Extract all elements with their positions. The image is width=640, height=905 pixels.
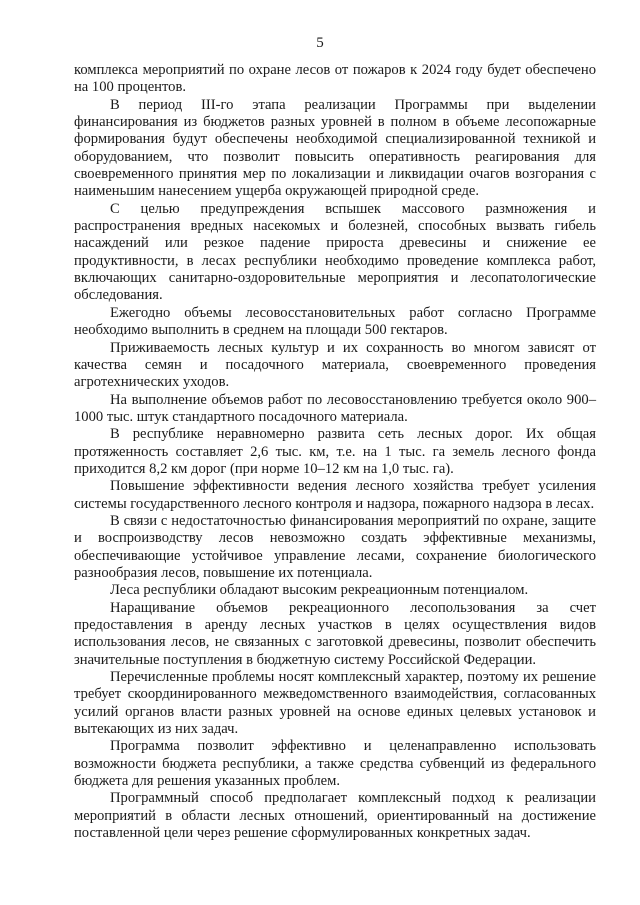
paragraph-forest-crops-survival: Приживаемость лесных культур и их сохранность во многом зависят от качества семян и посадочного материала, своевременного проведения агротехнических уходов. [74, 339, 596, 391]
paragraph-recreational-potential: Леса республики обладают высоким рекреационным потенциалом. [110, 582, 529, 599]
paragraph-continuation: комплекса мероприятий по охране лесов от пожаров к 2024 году будет обеспечено на 100 процентов. [74, 62, 596, 96]
paragraph-complex-problems: Перечисленные проблемы носят комплексный характер, поэтому их решение требует скоординированного межведомственного взаимодействия, согласованных усилий органов власти разных уровней на основе единых целевых установок и вытекающих из них задач. [74, 669, 596, 738]
paragraph-insufficient-funding: В связи с недостаточностью финансирования мероприятий по охране, защите и воспроизводству лесов невозможно создать эффективные механизмы, обеспечивающие устойчивое управление лесами, сохранение биологического разнообразия лесов, повышение их потенциала. [74, 512, 596, 581]
paragraph-pest-protection: С целью предупреждения вспышек массового размножения и распространения вредных насекомых и болезней, способных вызвать гибель насаждений или резкое падение прироста древесины и снижение ее продуктивности, в лесах республики необходимо проведение комплекса работ, включающих санитарно-оздоровительные мероприятия и лесопатологические обследования. [74, 200, 596, 304]
paragraph-reforestation-volume: Ежегодно объемы лесовосстановительных работ согласно Программе необходимо выполнить в среднем на площади 500 гектаров. [74, 304, 596, 339]
paragraph-stage-three-funding: В период III-го этапа реализации Программы при выделении финансирования из бюджетов разных уровней в полном в объеме лесопожарные формирования будут обеспечены необходимой специализированной техникой и оборудованием, что позволит повысить оперативность реагирования для своевременного принятия мер по локализации и ликвидации очагов возгорания с наименьшим нанесением ущерба окружающей природной среде. [74, 96, 596, 200]
paragraph-program-benefits: Программа позволит эффективно и целенаправленно использовать возможности бюджета республики, а также средства субвенций из федерального бюджета для решения указанных проблем. [74, 738, 596, 790]
document-body [74, 62, 596, 842]
paragraph-forest-control: Повышение эффективности ведения лесного хозяйства требует усиления системы государственного лесного контроля и надзора, пожарного надзора в лесах. [74, 478, 596, 512]
paragraph-forest-roads: В республике неравномерно развита сеть лесных дорог. Их общая протяженность составляет 2,6 тыс. км, т.е. на 1 тыс. га земель лесного фонда приходится 8,2 км дорог (при норме 10–12 км на 1,0 тыс. га). [74, 426, 596, 477]
paragraph-planting-material: На выполнение объемов работ по лесовосстановлению требуется около 900–1000 тыс. штук стандартного посадочного материала. [74, 391, 596, 425]
page-number: 5 [316, 35, 324, 51]
paragraph-program-approach: Программный способ предполагает комплексный подход к реализации мероприятий в области лесных отношений, ориентированный на достижение поставленной цели через решение сформулированных конкретных задач. [74, 790, 596, 842]
paragraph-recreational-use: Наращивание объемов рекреационного лесопользования за счет предоставления в аренду лесных участков в целях осуществления видов использования лесов, не связанных с заготовкой древесины, позволит обеспечить значительные поступления в бюджетную систему Российской Федерации. [74, 599, 596, 668]
